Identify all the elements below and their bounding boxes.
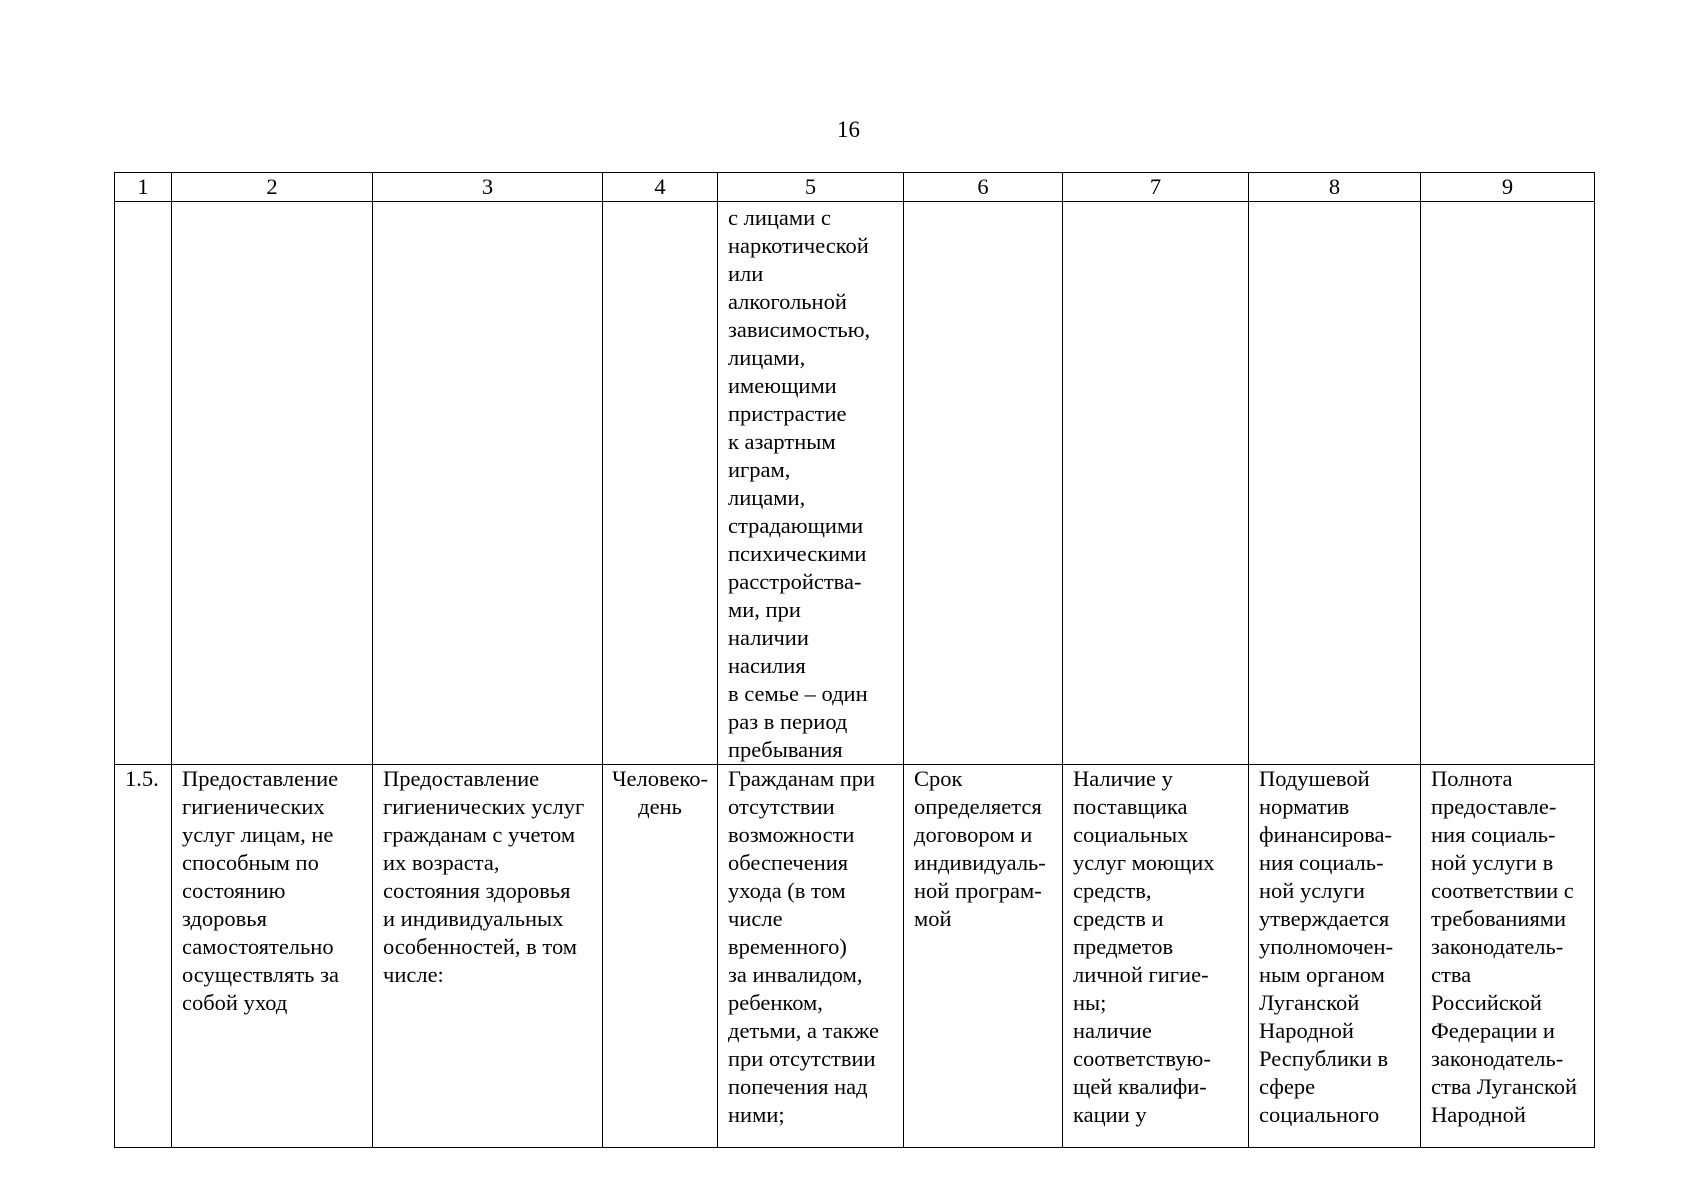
services-table — [114, 172, 1595, 1148]
service-description-cell: Предоставление гигиенических услуг гражданам с учетом их возраста, состояния здоровья и индивидуальных особенностей, в том числе: — [373, 765, 603, 1148]
cell-empty — [1249, 202, 1421, 765]
quality-cell: Полнота предоставле- ния социаль- ной услуги в соответствии с требованиями законодатель- ства Российской Федерации и законодатель- ства Луганской Народной — [1421, 765, 1595, 1148]
header-cell-1: 1 — [115, 173, 172, 202]
cell-empty — [1063, 202, 1249, 765]
requirements-cell: Наличие у поставщика социальных услуг моющих средств, средств и предметов личной гигие- ны; наличие соответствую- щей квалифи- кации у — [1063, 765, 1249, 1148]
financing-cell: Подушевой норматив финансирова- ния социаль- ной услуги утверждается уполномочен- ным органом Луганской Народной Республики в сфере социального — [1249, 765, 1421, 1148]
header-cell-5: 5 — [718, 173, 904, 202]
header-cell-9: 9 — [1421, 173, 1595, 202]
header-cell-7: 7 — [1063, 173, 1249, 202]
row-number-cell: 1.5. — [115, 765, 172, 1148]
unit-cell: Человеко- день — [603, 765, 718, 1148]
cell-empty — [1421, 202, 1595, 765]
header-cell-3: 3 — [373, 173, 603, 202]
service-name-cell: Предоставление гигиенических услуг лицам, не способным по состоянию здоровья самостоятельно осуществлять за собой уход — [172, 765, 373, 1148]
cell-empty — [904, 202, 1063, 765]
column-number-header — [115, 173, 1595, 202]
conditions-cell: Гражданам при отсутствии возможности обеспечения ухода (в том числе временного) за инвалидом, ребенком, детьми, а также при отсутствии попечения над ними; — [718, 765, 904, 1148]
header-cell-8: 8 — [1249, 173, 1421, 202]
table-row-1-5 — [115, 765, 1595, 1148]
cell-empty — [172, 202, 373, 765]
continuation-conditions-cell: с лицами с наркотической или алкогольной зависимостью, лицами, имеющими пристрастие к азартным играм, лицами, страдающими психическими расстройства- ми, при наличии насилия в семье – один раз в период пребывания — [718, 202, 904, 765]
cell-empty — [603, 202, 718, 765]
term-cell: Срок определяется договором и индивидуаль- ной програм- мой — [904, 765, 1063, 1148]
header-cell-4: 4 — [603, 173, 718, 202]
header-cell-2: 2 — [172, 173, 373, 202]
page-number: 16 — [837, 117, 860, 142]
cell-empty — [373, 202, 603, 765]
header-cell-6: 6 — [904, 173, 1063, 202]
cell-empty — [115, 202, 172, 765]
continuation-row — [115, 202, 1595, 765]
